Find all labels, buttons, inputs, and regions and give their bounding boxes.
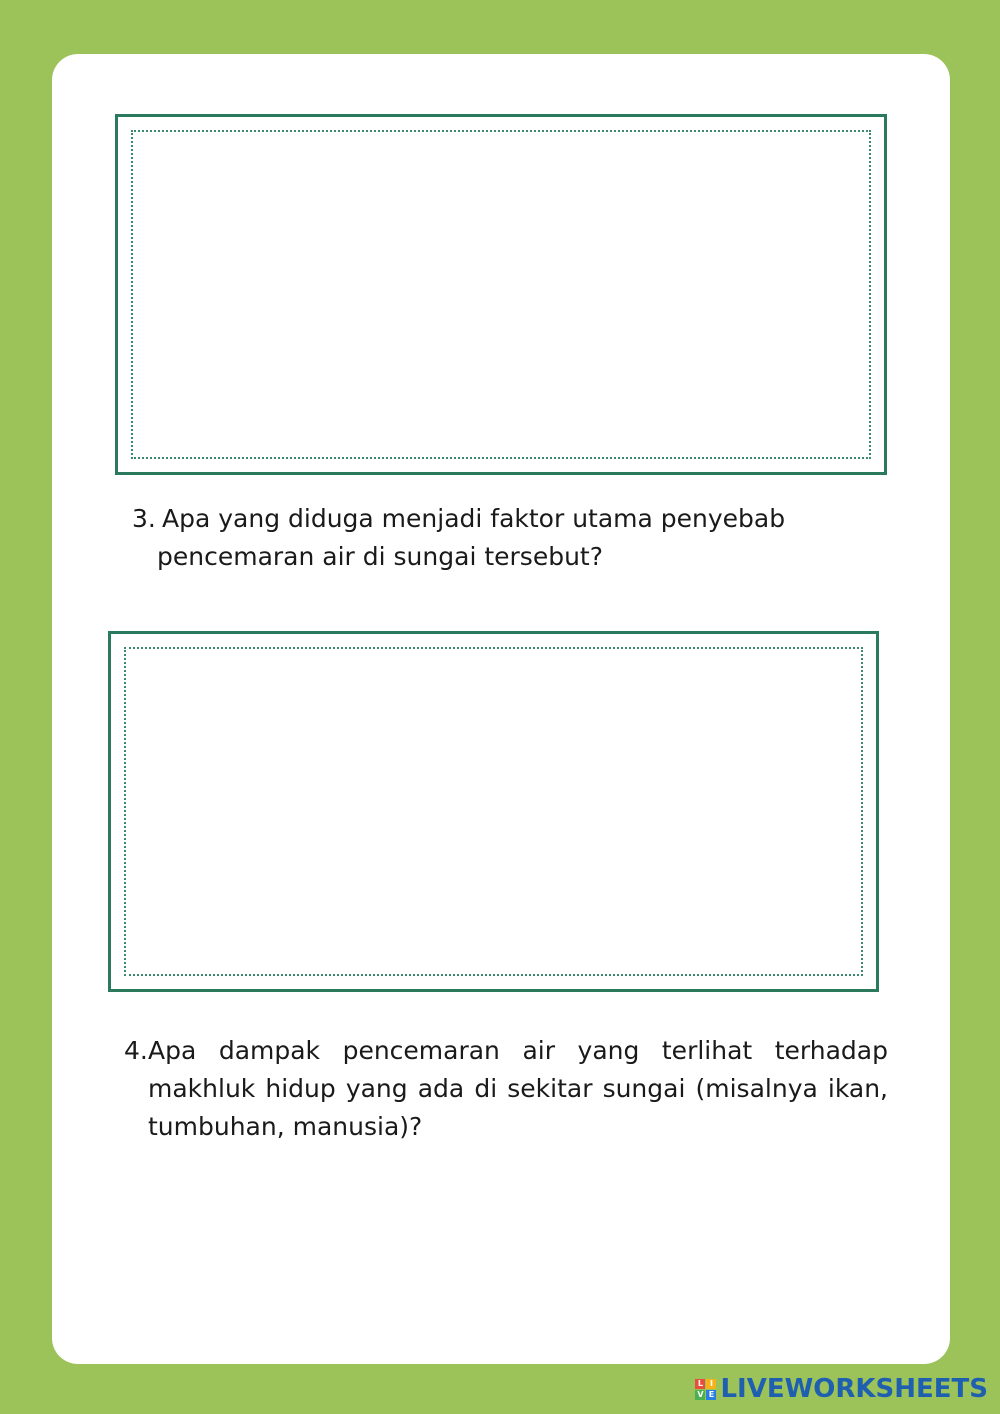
logo-letter-l: L [695,1379,705,1389]
question-4 [124,1032,888,1146]
answer-box-q2[interactable] [115,114,887,475]
logo-letter-v: V [697,1390,704,1399]
question-4-text: Apa dampak pencemaran air yang terlihat terhadap makhluk hidup yang ada di sekitar sungai (misalnya ikan, tumbuhan, manusia)? [148,1036,888,1141]
logo-letter-e: E [706,1390,716,1400]
liveworksheets-brand[interactable] [695,1372,988,1406]
liveworksheets-logo-icon [695,1379,716,1400]
question-3 [132,500,812,576]
question-3-line1: Apa yang diduga menjadi faktor utama penyebab [162,504,786,533]
answer-box-q3[interactable] [108,631,879,992]
brand-name: LIVEWORKSHEETS [720,1374,988,1404]
question-3-line2: pencemaran air di sungai tersebut? [157,542,603,571]
question-4-number: 4. [124,1036,148,1065]
logo-letter-i: I [706,1379,716,1389]
question-3-number: 3. [132,504,156,533]
answer-box-inner-border [124,647,863,976]
answer-box-inner-border [131,130,871,459]
